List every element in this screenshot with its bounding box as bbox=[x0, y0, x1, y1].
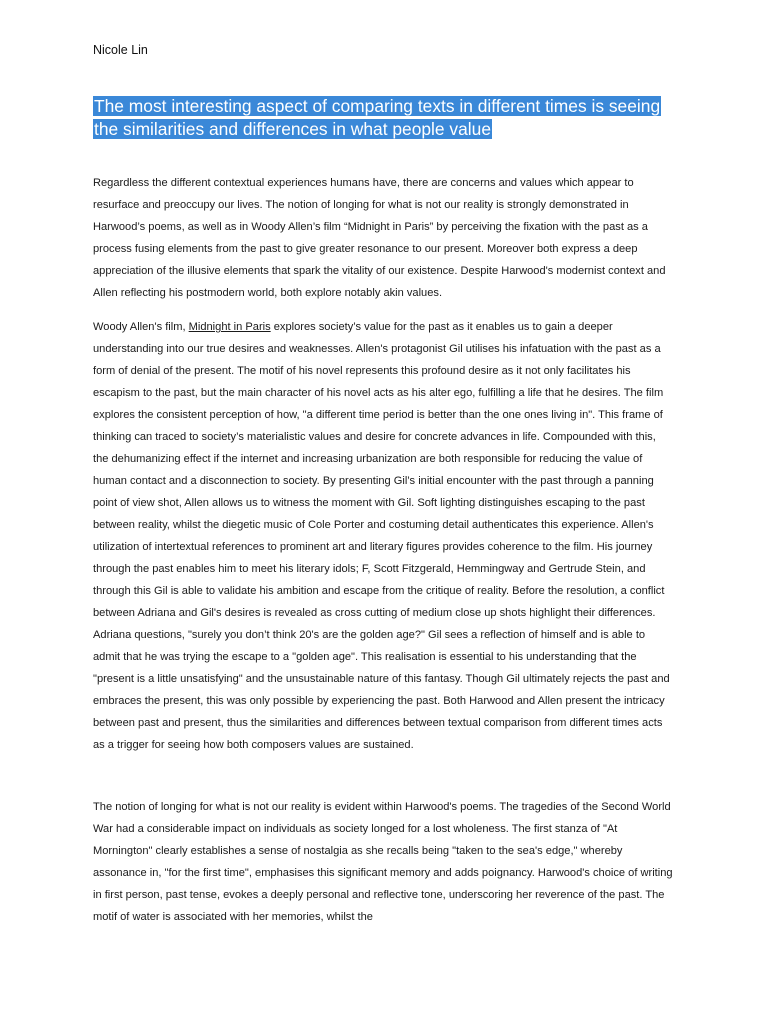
paragraph-introduction: Regardless the different contextual experiences humans have, there are concerns and values which appear to resurface and preoccupy our lives. The notion of longing for what is not our reality is strongly demonstrated in Harwood’s poems, as well as in Woody Allen’s film “Midnight in Paris” by perceiving the fixation with the past as a process fusing elements from the past to give greater resonance to our present. Moreover both express a deep appreciation of the illusive elements that spark the vitality of our existence. Despite Harwood's modernist context and Allen reflecting his postmodern world, both explore notably akin values. bbox=[93, 177, 666, 299]
essay-title-highlighted-text[interactable]: The most interesting aspect of comparing texts in different times is seeing the similarities and differences in what people value bbox=[94, 96, 661, 139]
film-title-link[interactable]: Midnight in Paris bbox=[188, 321, 271, 333]
essay-title[interactable] bbox=[93, 95, 673, 141]
paragraph-harwood-poems: The notion of longing for what is not our reality is evident within Harwood's poems. The tragedies of the Second World War had a considerable impact on individuals as society longed for a lost wholeness. The first stanza of "At Mornington" clearly establishes a sense of nostalgia as she recalls being "taken to the sea's edge," whereby assonance in, "for the first time", emphasises this significant memory and adds poignancy. Harwood's choice of writing in first person, past tense, evokes a deeply personal and reflective tone, underscoring her reverence of the past. The motif of water is associated with her memories, whilst the bbox=[93, 801, 673, 923]
paragraph-text-before-link: Woody Allen's film, bbox=[93, 321, 189, 333]
paragraph-midnight-in-paris bbox=[93, 316, 673, 756]
paragraph-text-after-link: explores society’s value for the past as it enables us to gain a deeper understanding into our true desires and weaknesses. Allen's protagonist Gil utilises his infatuation with the past as a form of denial of the present. The motif of his novel represents this profound desire as it not only facilitates his escapism to the past, but the main character of his novel acts as his alter ego, fulfilling a life that he desires. The film explores the consistent perception of how, "a different time period is better than the one ones living in". This frame of thinking can traced to society’s materialistic values and desire for concrete advances in life. Compounded with this, the dehumanizing effect if the internet and increasing urbanization are both responsible for reducing the value of human contact and a disconnection to society. By presenting Gil’s initial encounter with the past through a panning point of view shot, Allen allows us to witness the moment with Gil. Soft lighting distinguishes escaping to the past between reality, whilst the diegetic music of Cole Porter and costuming detail authenticates this experience. Allen's utilization of intertextual references to prominent art and literary figures provides coherence to the film. His journey through the past enables him to meet his literary idols; F, Scott Fitzgerald, Hemmingway and Gertrude Stein, and through this Gil is able to validate his ambition and escape from the critique of reality. Before the resolution, a conflict between Adriana and Gil's desires is revealed as cross cutting of medium close up shots highlight their differences. Adriana questions, "surely you don’t think 20's are the golden age?" Gil sees a reflection of himself and is able to admit that he was trying the escape to a "golden age". This realisation is essential to his understanding that the "present is a little unsatisfying" and the unsustainable nature of this fantasy. Though Gil ultimately rejects the past and embraces the present, this was only possible by experiencing the past. Both Harwood and Allen present the intricacy between past and present, thus the similarities and differences between textual comparison from different times acts as a trigger for seeing how both composers values are sustained. bbox=[93, 321, 670, 751]
author-name: Nicole Lin bbox=[93, 43, 148, 57]
